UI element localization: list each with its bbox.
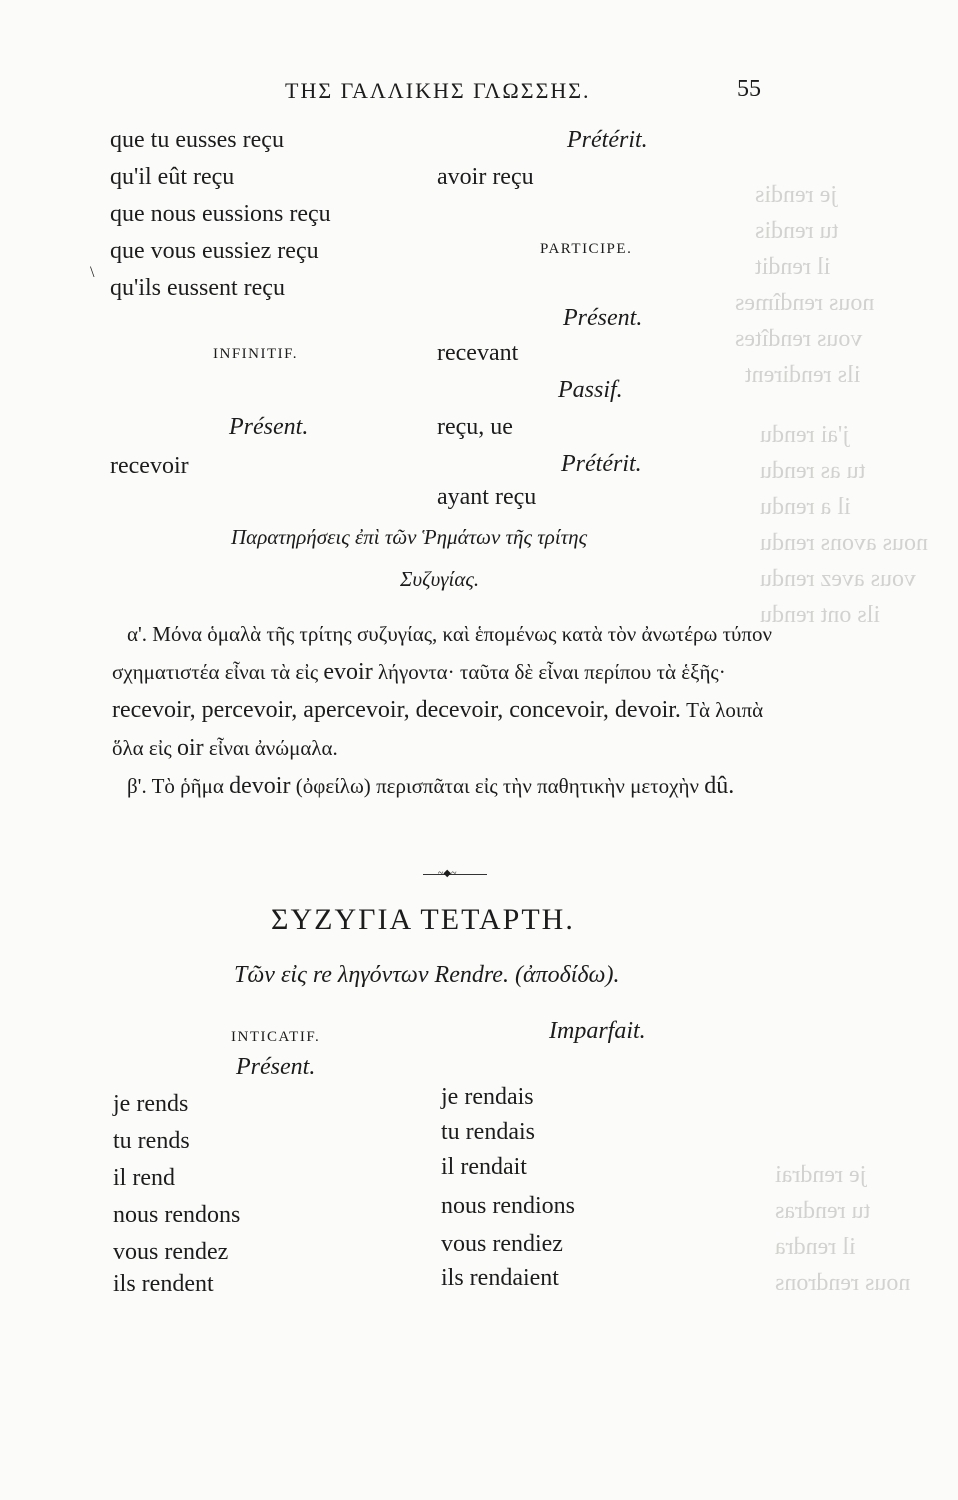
tense-label: Prétérit. xyxy=(561,451,642,477)
remark-text: περισπᾶται εἰς τὴν παθητικὴν μετοχὴν xyxy=(376,774,699,798)
bleed-line: j'ai rendu xyxy=(760,422,849,448)
section-subtitle xyxy=(234,963,619,987)
subtitle-gloss: (ἀποδίδω). xyxy=(514,962,620,988)
bleed-line: ils rendirent xyxy=(745,362,861,388)
margin-mark: \ xyxy=(90,264,95,281)
remark-text: Μόνα ὁμαλὰ τῆς τρίτης συζυγίας, καὶ ἑπομένως κατὰ τὸν ἀνωτέρω τύπον σχηματιστέα εἶναι τὰ εἰς xyxy=(112,622,773,684)
bleed-line: je rendis xyxy=(755,182,837,208)
verb-gloss: (ὀφείλω) xyxy=(295,774,371,798)
ending-term: oir xyxy=(176,735,204,761)
verb-list: recevoir, percevoir, apercevoir, decevoir, concevoir, devoir. xyxy=(112,697,681,723)
mood-heading-participe: PARTICIPE. xyxy=(540,241,633,257)
bleed-line: il rendit xyxy=(755,254,831,280)
conjugation-line: ils rendaient xyxy=(441,1265,559,1291)
conjugation-line: reçu, ue xyxy=(437,414,513,440)
tense-label: Imparfait. xyxy=(549,1018,646,1044)
subtitle-part: Τῶν εἰς xyxy=(234,962,307,988)
subtitle-part: re xyxy=(312,962,332,988)
conjugation-line: qu'ils eussent reçu xyxy=(110,275,285,301)
infinitive-form: recevoir xyxy=(110,453,189,479)
remark-text: Τὸ ῥῆμα xyxy=(151,774,224,798)
section-title: ΣΥΖΥΓΙΑ ΤΕΤΑΡΤΗ. xyxy=(271,903,575,936)
bleed-line: nous rendrons xyxy=(775,1270,911,1296)
divider-ornament: ~◆~ xyxy=(438,868,457,879)
bleed-line: vous avez rendu xyxy=(760,566,916,592)
conjugation-line: il rendait xyxy=(441,1154,527,1180)
conjugation-line: tu rendais xyxy=(441,1119,535,1145)
conjugation-line: que nous eussions reçu xyxy=(110,201,331,227)
conjugation-line: vous rendez xyxy=(113,1239,229,1265)
bleed-line: nous avons rendu xyxy=(760,530,928,556)
conjugation-line: il rend xyxy=(113,1165,175,1191)
conjugation-line: tu rends xyxy=(113,1128,190,1154)
bleed-line: il rendra xyxy=(775,1234,856,1260)
remark-paragraph-a xyxy=(112,615,797,767)
conjugation-line: recevant xyxy=(437,340,519,366)
remark-text: εἶναι ἀνώμαλα. xyxy=(208,736,338,760)
remark-text: Τὰ λοιπὰ ὅλα εἰς xyxy=(112,698,764,760)
mood-heading-indicatif: INTICATIF. xyxy=(231,1029,321,1045)
remark-marker: β'. xyxy=(127,774,147,798)
verb-term: devoir xyxy=(229,773,291,799)
subtitle-verb: Rendre. xyxy=(434,962,509,988)
ending-term: evoir xyxy=(323,659,373,685)
bleed-line: vous rendîtes xyxy=(735,326,863,352)
tense-label: Présent. xyxy=(229,414,309,440)
conjugation-line: je rends xyxy=(113,1091,189,1117)
bleed-line: je rendrai xyxy=(775,1162,867,1188)
bleed-line: tu as rendu xyxy=(760,458,866,484)
remark-paragraph-b xyxy=(112,767,797,805)
bleed-line: nous rendîmes xyxy=(735,290,875,316)
conjugation-line: je rendais xyxy=(441,1084,534,1110)
running-header: ΤΗΣ ΓΑΛΛΙΚΗΣ ΓΛΩΣΣΗΣ. xyxy=(285,78,591,103)
subtitle-part: ληγόντων xyxy=(337,962,429,988)
mood-heading-infinitif: INFINITIF. xyxy=(213,346,299,362)
remarks-title-continued: Συζυγίας. xyxy=(400,567,480,591)
conjugation-line: nous rendons xyxy=(113,1202,241,1228)
bleed-line: tu rendras xyxy=(775,1198,871,1224)
conjugation-line: avoir reçu xyxy=(437,164,534,190)
participle-form: dû. xyxy=(704,773,735,799)
bleed-line: il a rendu xyxy=(760,494,851,520)
tense-label: Présent. xyxy=(563,305,643,331)
page-number: 55 xyxy=(737,76,761,102)
bleed-line: ils ont rendu xyxy=(760,602,880,628)
conjugation-line: vous rendiez xyxy=(441,1231,563,1257)
conjugation-line: qu'il eût reçu xyxy=(110,164,235,190)
conjugation-line: ils rendent xyxy=(113,1271,214,1297)
conjugation-line: que vous eussiez reçu xyxy=(110,238,319,264)
tense-label: Prétérit. xyxy=(567,127,648,153)
remark-marker: α'. xyxy=(127,622,148,646)
conjugation-line: nous rendions xyxy=(441,1193,575,1219)
remarks-title: Παρατηρήσεις ἐπὶ τῶν Ῥημάτων τῆς τρίτης xyxy=(231,525,588,549)
conjugation-line: ayant reçu xyxy=(437,484,537,510)
tense-label: Présent. xyxy=(236,1054,316,1080)
conjugation-line: que tu eusses reçu xyxy=(110,127,284,153)
bleed-line: tu rendis xyxy=(755,218,839,244)
tense-label: Passif. xyxy=(558,377,623,403)
remark-text: λήγοντα· ταῦτα δὲ εἶναι περίπου τὰ ἑξῆς· xyxy=(377,660,726,684)
